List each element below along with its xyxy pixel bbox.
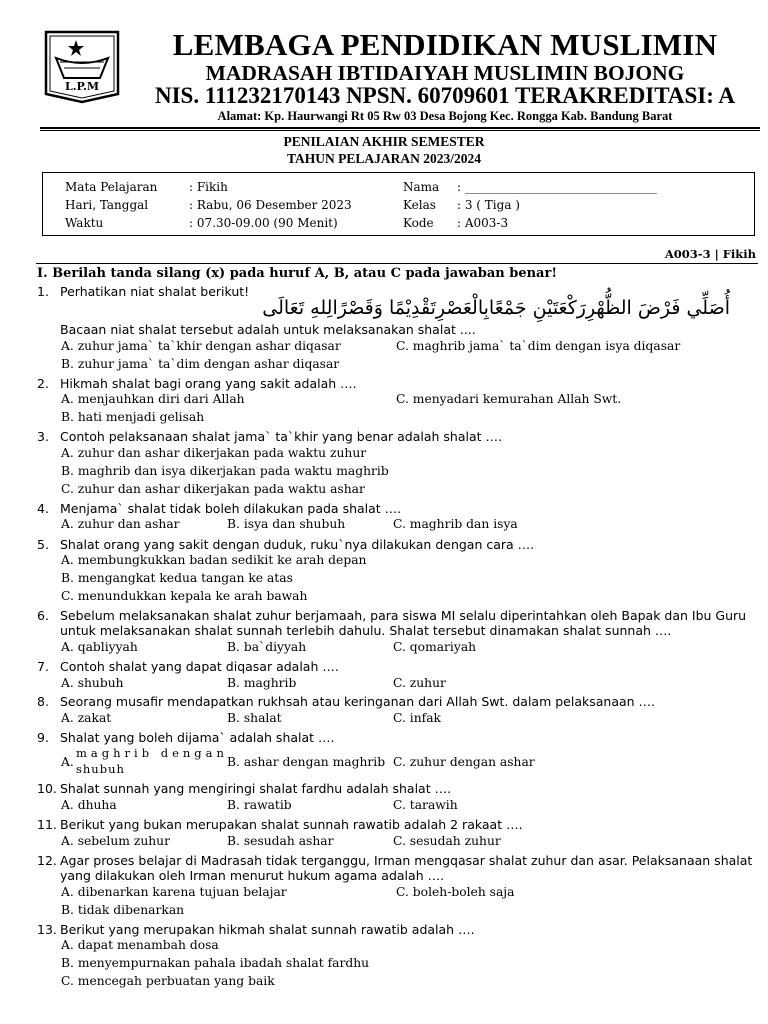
value-nama[interactable]: : ________________________________ <box>457 180 657 194</box>
value-hari: : Rabu, 06 Desember 2023 <box>189 198 352 212</box>
question-3: 3. Contoh pelaksanaan shalat jama` ta`khir yang benar adalah shalat …. <box>37 429 502 444</box>
q13-option-c[interactable]: C. mencegah perbuatan yang baik <box>61 974 275 988</box>
q3-option-a[interactable]: A. zuhur dan ashar dikerjakan pada waktu zuhur <box>61 446 367 460</box>
question-7: 7. Contoh shalat yang dapat diqasar adalah …. <box>37 659 339 674</box>
q13-option-b[interactable]: B. menyempurnakan pahala ibadah shalat fardhu <box>61 956 370 970</box>
q11-option-c[interactable]: C. sesudah zuhur <box>393 834 501 848</box>
value-mapel: : Fikih <box>189 180 228 194</box>
school-name: MADRASAH IBTIDAIYAH MUSLIMIN BOJONG <box>205 61 685 85</box>
q3-option-b[interactable]: B. maghrib dan isya dikerjakan pada waktu maghrib <box>61 464 389 478</box>
q9-option-a-line2[interactable]: shubuh <box>76 762 125 776</box>
q4-option-b[interactable]: B. isya dan shubuh <box>227 517 346 531</box>
q10-option-b[interactable]: B. rawatib <box>227 798 292 812</box>
q10-option-c[interactable]: C. tarawih <box>393 798 458 812</box>
q12-option-b[interactable]: B. tidak dibenarkan <box>61 903 185 917</box>
header-rule-thin <box>40 130 760 131</box>
q2-option-a[interactable]: A. menjauhkan diri dari Allah <box>61 392 245 406</box>
q9-option-a-prefix[interactable]: A. <box>61 755 74 769</box>
question-1-followup: Bacaan niat shalat tersebut adalah untuk melaksanakan shalat .... <box>60 322 476 337</box>
q10-option-a[interactable]: A. dhuha <box>61 798 117 812</box>
section-instruction: I. Berilah tanda silang (x) pada huruf A, B, atau C pada jawaban benar! <box>37 266 558 281</box>
page-code-label: A003-3 | Fikih <box>664 247 756 261</box>
value-kelas: : 3 ( Tiga ) <box>457 198 520 212</box>
arabic-niat-text: أُصَلِّي فَرْضَ الظُّهْرِرَكْعَتَيْنِ جَمْعًابِالْعَصْرِتَقْدِيْمًا وَقَصْرًالِلهِ تَعَالَى <box>262 297 730 319</box>
q9-option-c[interactable]: C. zuhur dengan ashar <box>393 755 535 769</box>
question-10: 10. Shalat sunnah yang mengiringi shalat fardhu adalah shalat …. <box>37 781 452 796</box>
logo-text: L.P.M <box>64 80 100 93</box>
label-kode: Kode <box>403 216 434 230</box>
q1-option-c[interactable]: C. maghrib jama` ta`dim dengan isya diqasar <box>396 339 681 353</box>
q13-option-a[interactable]: A. dapat menambah dosa <box>61 938 219 952</box>
q8-option-a[interactable]: A. zakat <box>61 711 112 725</box>
school-logo <box>42 28 122 104</box>
q6-option-a[interactable]: A. qabliyyah <box>61 640 138 654</box>
q12-option-c[interactable]: C. boleh-boleh saja <box>396 885 515 899</box>
q4-option-c[interactable]: C. maghrib dan isya <box>393 517 518 531</box>
q2-option-c[interactable]: C. menyadari kemurahan Allah Swt. <box>396 392 622 406</box>
question-6: 6. Sebelum melaksanakan shalat zuhur berjamaah, para siswa MI selalu diperintahkan oleh Bapak dan Ibu Guru untuk melaksanakan shalat sunnah terlebih dahulu. Shalat tersebut dinamakan shalat sunnah …. <box>37 608 747 638</box>
q5-option-b[interactable]: B. mengangkat kedua tangan ke atas <box>61 571 293 585</box>
value-kode: : A003-3 <box>457 216 509 230</box>
q6-option-b[interactable]: B. ba`diyyah <box>227 640 307 654</box>
q3-option-c[interactable]: C. zuhur dan ashar dikerjakan pada waktu ashar <box>61 482 365 496</box>
q2-option-b[interactable]: B. hati menjadi gelisah <box>61 410 205 424</box>
question-4: 4. Menjama` shalat tidak boleh dilakukan pada shalat …. <box>37 501 402 516</box>
school-address: Alamat: Kp. Haurwangi Rt 05 Rw 03 Desa Bojong Kec. Rongga Kab. Bandung Barat <box>217 109 673 123</box>
exam-info-box <box>42 172 755 236</box>
q8-option-c[interactable]: C. infak <box>393 711 441 725</box>
question-12: 12. Agar proses belajar di Madrasah tidak terganggu, Irman mengqasar shalat zuhur dan asar. Pelaksanaan shalat yang dilakukan oleh Irman menurut hukum agama adalah …. <box>37 853 753 883</box>
q1-option-a[interactable]: A. zuhur jama` ta`khir dengan ashar diqasar <box>61 339 341 353</box>
question-1: 1. Perhatikan niat shalat berikut! <box>37 284 250 299</box>
label-kelas: Kelas <box>403 198 436 212</box>
q7-option-c[interactable]: C. zuhur <box>393 676 446 690</box>
question-9: 9. Shalat yang boleh dijama` adalah shalat …. <box>37 730 335 745</box>
q1-option-b[interactable]: B. zuhur jama` ta`dim dengan ashar diqasar <box>61 357 340 371</box>
header-rule <box>40 127 760 129</box>
q5-option-c[interactable]: C. menundukkan kepala ke arah bawah <box>61 589 308 603</box>
exam-title: PENILAIAN AKHIR SEMESTER <box>283 134 485 149</box>
label-nama: Nama <box>403 180 440 194</box>
q7-option-b[interactable]: B. maghrib <box>227 676 297 690</box>
q8-option-b[interactable]: B. shalat <box>227 711 282 725</box>
value-waktu: : 07.30-09.00 (90 Menit) <box>189 216 338 230</box>
q11-option-b[interactable]: B. sesudah ashar <box>227 834 334 848</box>
exam-year: TAHUN PELAJARAN 2023/2024 <box>286 151 481 166</box>
q11-option-a[interactable]: A. sebelum zuhur <box>61 834 170 848</box>
school-ids: NIS. 111232170143 NPSN. 60709601 TERAKREDITASI: A <box>155 83 735 108</box>
q9-option-a-line1[interactable]: maghrib dengan <box>76 746 228 760</box>
question-8: 8. Seorang musafir mendapatkan rukhsah atau keringanan dari Allah Swt. dalam pelaksanaan …. <box>37 694 656 709</box>
label-hari: Hari, Tanggal <box>65 198 149 212</box>
question-5: 5. Shalat orang yang sakit dengan duduk, ruku`nya dilakukan dengan cara …. <box>37 537 535 552</box>
question-2: 2. Hikmah shalat bagi orang yang sakit adalah …. <box>37 376 357 391</box>
label-mapel: Mata Pelajaran <box>65 180 158 194</box>
label-waktu: Waktu <box>65 216 104 230</box>
q5-option-a[interactable]: A. membungkukkan badan sedikit ke arah depan <box>61 553 367 567</box>
q9-option-b[interactable]: B. ashar dengan maghrib <box>227 755 386 769</box>
q4-option-a[interactable]: A. zuhur dan ashar <box>61 517 180 531</box>
q12-option-a[interactable]: A. dibenarkan karena tujuan belajar <box>61 885 287 899</box>
section-rule <box>36 263 758 264</box>
institution-name: LEMBAGA PENDIDIKAN MUSLIMIN <box>172 27 718 62</box>
question-13: 13. Berikut yang merupakan hikmah shalat sunnah rawatib adalah …. <box>37 922 475 937</box>
q6-option-c[interactable]: C. qomariyah <box>393 640 477 654</box>
question-11: 11. Berikut yang bukan merupakan shalat sunnah rawatib adalah 2 rakaat …. <box>37 817 523 832</box>
q7-option-a[interactable]: A. shubuh <box>61 676 124 690</box>
